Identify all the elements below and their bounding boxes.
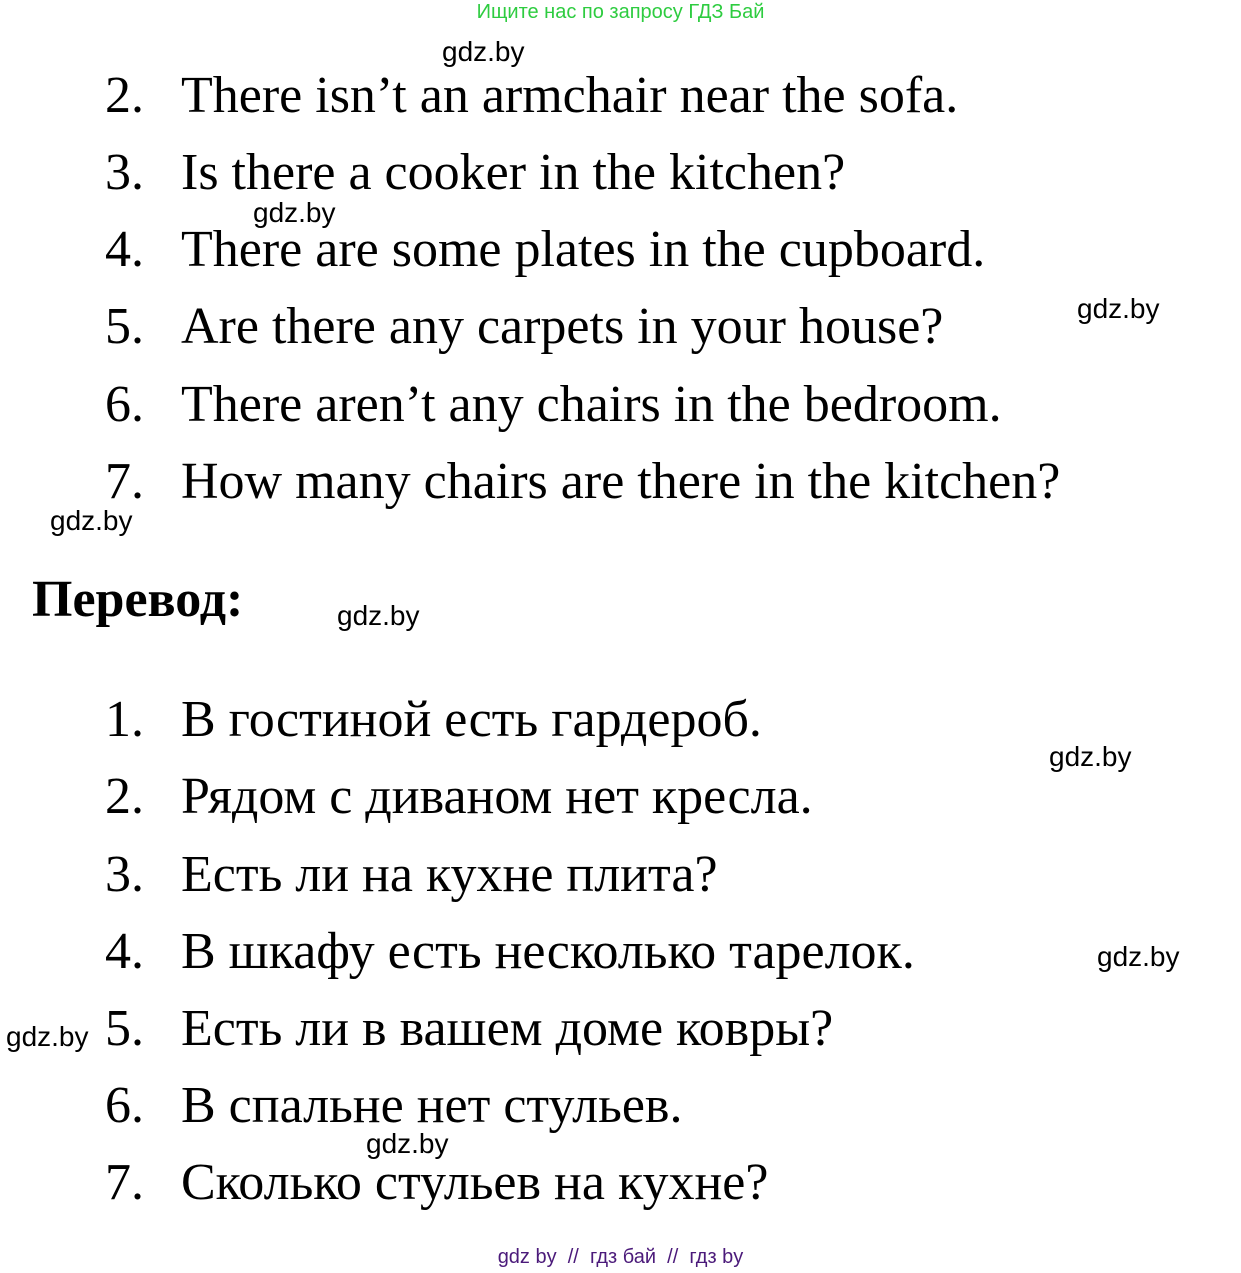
sentence-text: В спальне нет стульев. xyxy=(181,1077,683,1134)
translation-sentence xyxy=(105,845,718,905)
sentence-text: There are some plates in the cupboard. xyxy=(181,221,986,278)
sentence-text: There aren’t any chairs in the bedroom. xyxy=(181,376,1002,433)
item-number: 3. xyxy=(105,144,144,201)
watermark: gdz.by xyxy=(50,505,133,536)
english-sentence xyxy=(105,297,943,357)
translation-sentence xyxy=(105,922,915,982)
watermark: gdz.by xyxy=(337,600,420,631)
sentence-text: Is there a cooker in the kitchen? xyxy=(181,144,846,201)
translation-sentence xyxy=(105,1153,768,1213)
sentence-text: Есть ли на кухне плита? xyxy=(181,846,718,903)
item-number: 2. xyxy=(105,67,144,124)
english-sentence xyxy=(105,143,845,203)
item-number: 4. xyxy=(105,923,144,980)
translation-sentence xyxy=(105,767,813,827)
watermark: gdz.by xyxy=(253,197,336,228)
sentence-text: В гостиной есть гардероб. xyxy=(181,691,762,748)
footer-banner[interactable]: gdz by // гдз бай // гдз by xyxy=(497,1246,744,1268)
item-number: 5. xyxy=(105,298,144,355)
sentence-text: В шкафу есть несколько тарелок. xyxy=(181,923,915,980)
sentence-text: Are there any carpets in your house? xyxy=(181,298,944,355)
item-number: 2. xyxy=(105,768,144,825)
sentence-text: Сколько стульев на кухне? xyxy=(181,1154,769,1211)
translation-sentence xyxy=(105,999,833,1059)
item-number: 7. xyxy=(105,453,144,510)
item-number: 6. xyxy=(105,1077,144,1134)
sentence-text: Рядом с диваном нет кресла. xyxy=(181,768,813,825)
sentence-text: How many chairs are there in the kitchen? xyxy=(181,453,1061,510)
watermark: gdz.by xyxy=(442,36,525,67)
watermark: gdz.by xyxy=(366,1128,449,1159)
english-sentence xyxy=(105,375,1002,435)
item-number: 5. xyxy=(105,1000,144,1057)
translation-heading: Перевод: xyxy=(32,571,244,628)
watermark: gdz.by xyxy=(1077,293,1160,324)
english-sentence xyxy=(105,66,958,126)
item-number: 3. xyxy=(105,846,144,903)
translation-sentence xyxy=(105,1076,682,1136)
sentence-text: Есть ли в вашем доме ковры? xyxy=(181,1000,834,1057)
watermark: gdz.by xyxy=(6,1021,89,1052)
english-sentence xyxy=(105,452,1060,512)
item-number: 6. xyxy=(105,376,144,433)
header-banner[interactable]: Ищите нас по запросу ГДЗ Бай xyxy=(476,1,765,23)
item-number: 4. xyxy=(105,221,144,278)
item-number: 1. xyxy=(105,691,144,748)
sentence-text: There isn’t an armchair near the sofa. xyxy=(181,67,959,124)
translation-sentence xyxy=(105,690,762,750)
english-sentence xyxy=(105,220,985,280)
watermark: gdz.by xyxy=(1097,941,1180,972)
watermark: gdz.by xyxy=(1049,741,1132,772)
item-number: 7. xyxy=(105,1154,144,1211)
